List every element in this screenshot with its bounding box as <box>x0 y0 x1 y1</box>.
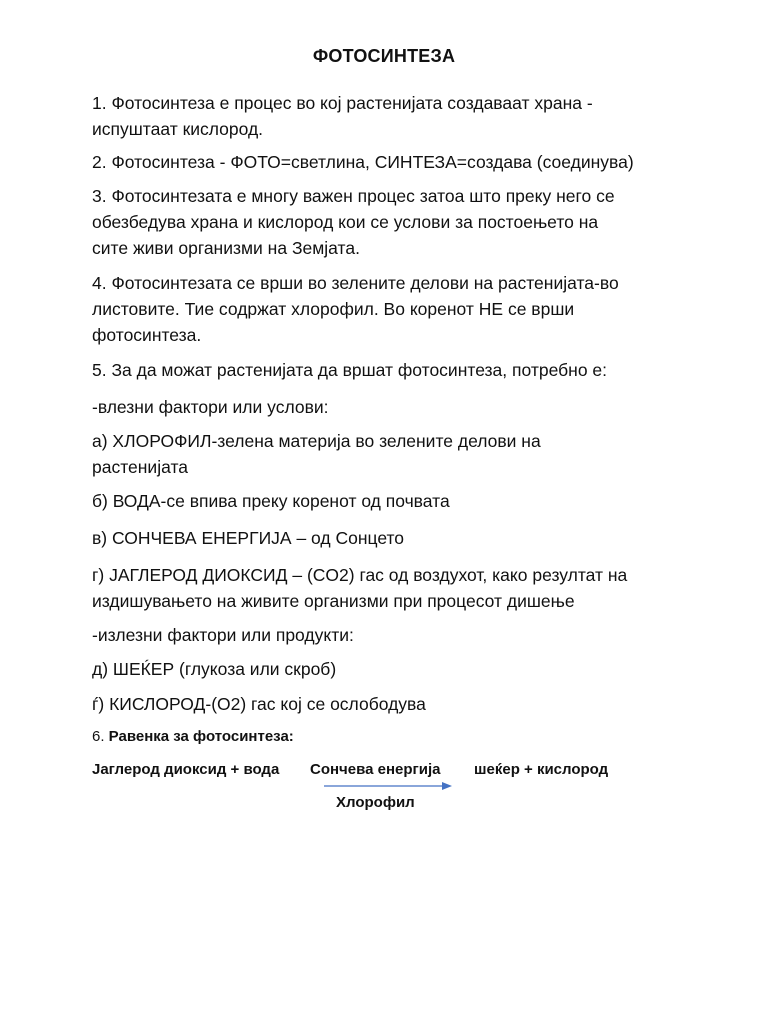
paragraph-3: 3. Фотосинтезата е многу важен процес затоа што преку него се обезбедува храна и кислород кои се услови за постоењето на сите живи организми на Земјата. <box>92 186 615 258</box>
paragraph-5: 5. За да можат растенијата да вршат фотосинтеза, потребно е: <box>92 360 608 380</box>
input-factors-heading: -влезни фактори или услови: <box>92 397 329 417</box>
equation-catalyst: Хлорофил <box>336 794 415 811</box>
equation-heading <box>92 728 294 745</box>
paragraph-1: 1. Фотосинтеза е процес во кој растенијата создаваат храна - испуштаат кислород. <box>92 93 593 139</box>
paragraph-2: 2. Фотосинтеза - ФОТО=светлина, СИНТЕЗА=создава (соединува) <box>92 152 634 172</box>
equation-energy: Сончева енергија <box>310 761 441 778</box>
list-item-water: б) ВОДА-се впива преку коренот од почвата <box>92 491 450 511</box>
equation-reactants: Јаглерод диоксид + вода <box>92 761 280 778</box>
list-item-oxygen: ѓ) КИСЛОРОД-(О2) гас кој се ослободува <box>92 694 426 714</box>
paragraph-4: 4. Фотосинтезата се врши во зелените делови на растенијата-во листовите. Тие содржат хлорофил. Во коренот НЕ се врши фотосинтеза. <box>92 273 619 345</box>
equation-heading-number: 6. <box>92 728 105 745</box>
output-factors-heading: -излезни фактори или продукти: <box>92 625 354 645</box>
list-item-solar-energy: в) СОНЧЕВА ЕНЕРГИЈА – од Сонцето <box>92 528 405 548</box>
list-item-chlorophyll: а) ХЛОРОФИЛ-зелена материја во зелените делови на растенијата <box>92 431 541 477</box>
list-item-carbon-dioxide: г) ЈАГЛЕРОД ДИОКСИД – (CO2) гас од воздухот, како резултат на издишувањето на живите организми при процесот дишење <box>92 565 628 611</box>
list-item-sugar: д) ШЕЌЕР (глукоза или скроб) <box>92 659 337 679</box>
equation-heading-text: Равенка за фотосинтеза: <box>104 728 294 745</box>
equation-products: шеќер + кислород <box>474 761 609 778</box>
reaction-arrow-icon <box>324 780 452 792</box>
document-title: ФОТОСИНТЕЗА <box>312 46 456 66</box>
